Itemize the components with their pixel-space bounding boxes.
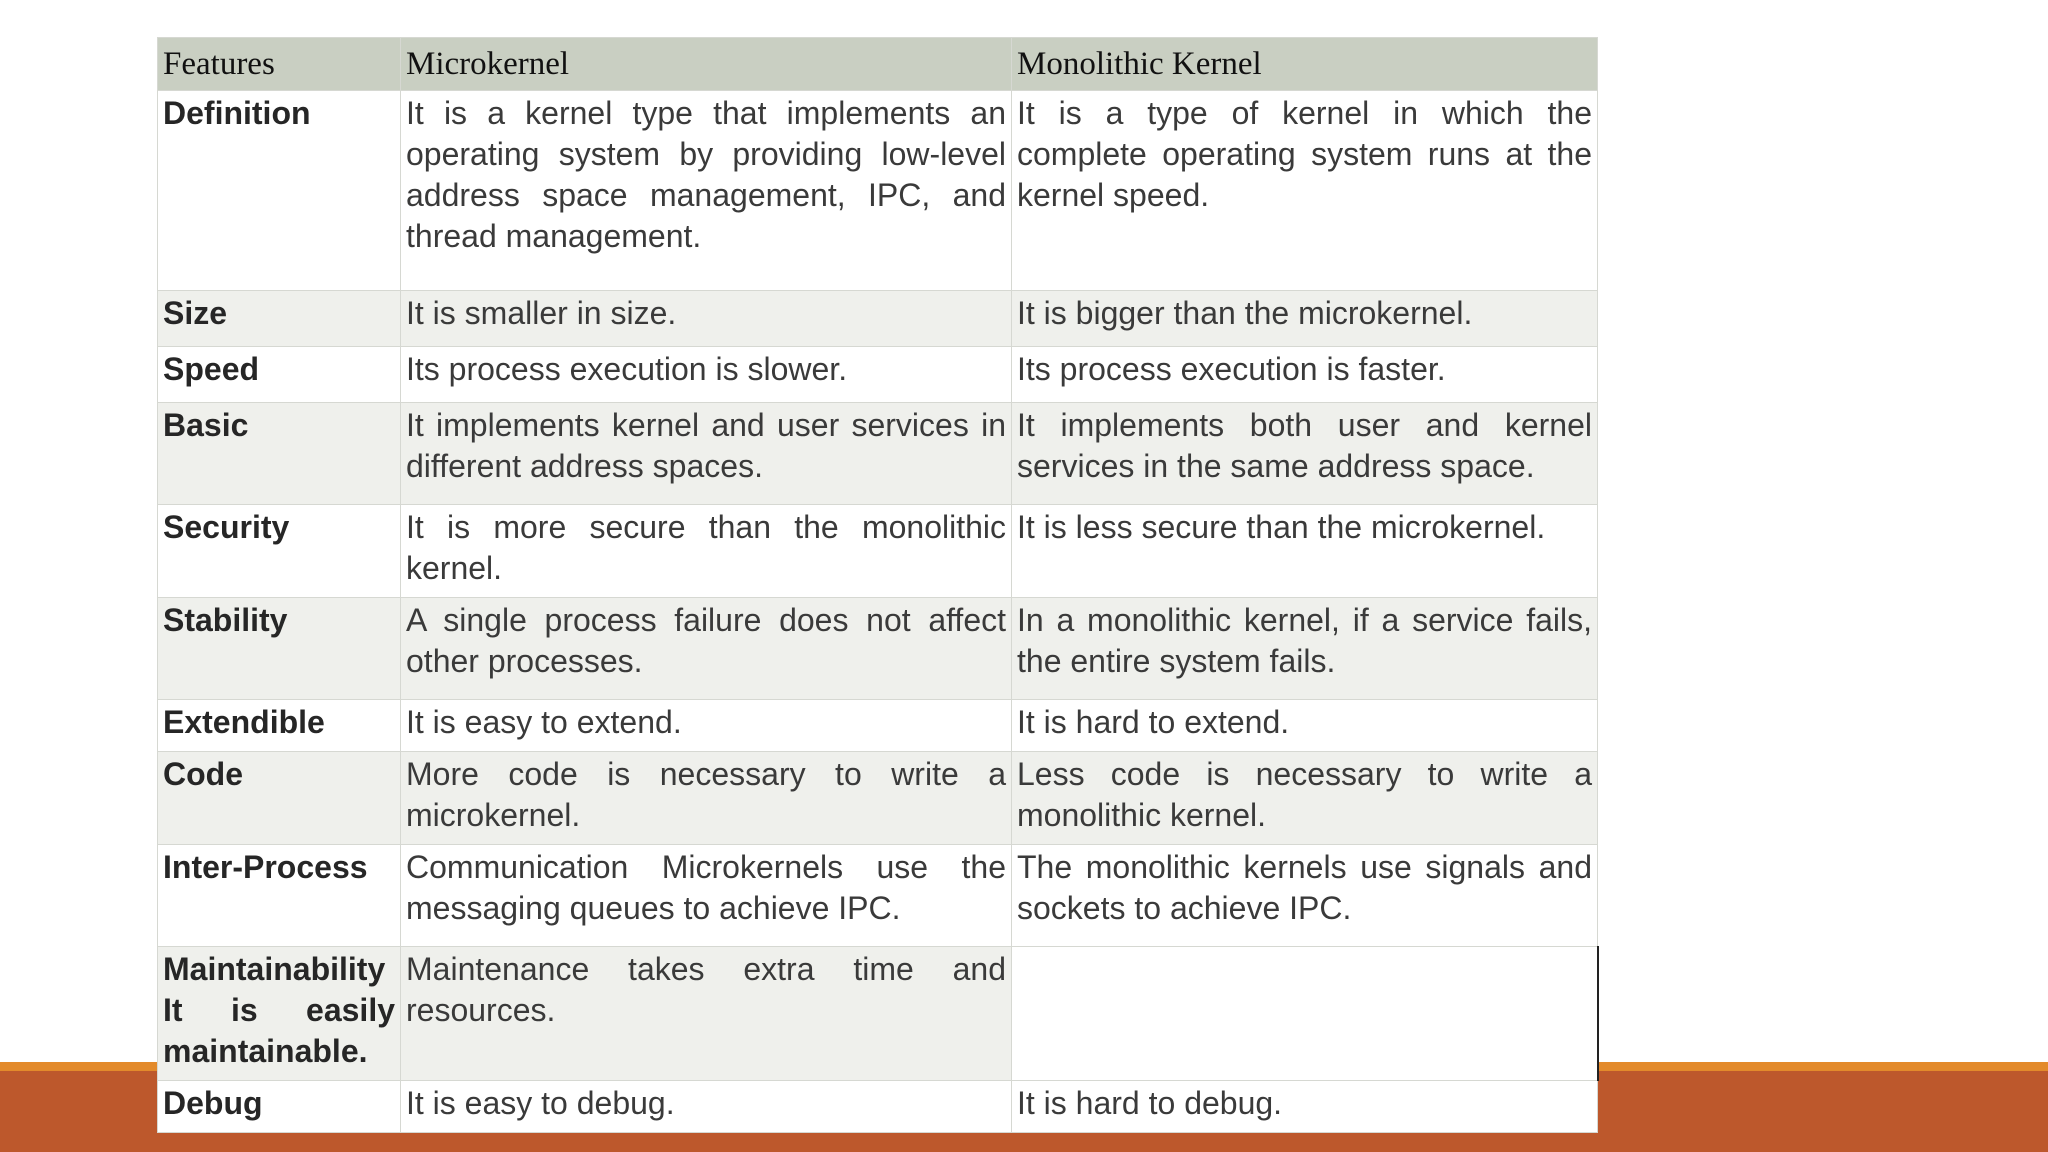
- header-row: [158, 38, 1598, 91]
- monolithic-cell: [1012, 947, 1598, 1081]
- microkernel-cell: A single process failure does not affect other processes.: [401, 598, 1012, 700]
- header-microkernel: Microkernel: [401, 38, 1012, 91]
- feature-cell: Definition: [158, 91, 401, 291]
- feature-cell: Speed: [158, 347, 401, 403]
- feature-cell: Extendible: [158, 700, 401, 752]
- feature-cell: Basic: [158, 403, 401, 505]
- microkernel-cell: More code is necessary to write a microkernel.: [401, 752, 1012, 845]
- monolithic-cell: It is a type of kernel in which the complete operating system runs at the kernel speed.: [1012, 91, 1598, 291]
- table-row: [158, 845, 1598, 947]
- feature-cell: Stability: [158, 598, 401, 700]
- feature-cell: Debug: [158, 1081, 401, 1133]
- header-features: Features: [158, 38, 401, 91]
- microkernel-cell: It is smaller in size.: [401, 291, 1012, 347]
- microkernel-cell: It is easy to debug.: [401, 1081, 1012, 1133]
- table-row: [158, 403, 1598, 505]
- table-row: [158, 598, 1598, 700]
- header-monolithic-kernel: Monolithic Kernel: [1012, 38, 1598, 91]
- monolithic-cell: Less code is necessary to write a monolithic kernel.: [1012, 752, 1598, 845]
- microkernel-cell: It implements kernel and user services in different address spaces.: [401, 403, 1012, 505]
- table-row: [158, 347, 1598, 403]
- microkernel-cell: It is more secure than the monolithic kernel.: [401, 505, 1012, 598]
- feature-cell: Maintainability It is easily maintainable.: [158, 947, 401, 1081]
- monolithic-cell: It is less secure than the microkernel.: [1012, 505, 1598, 598]
- monolithic-cell: It implements both user and kernel services in the same address space.: [1012, 403, 1598, 505]
- microkernel-cell: Communication Microkernels use the messaging queues to achieve IPC.: [401, 845, 1012, 947]
- table-row: [158, 291, 1598, 347]
- table-row: [158, 752, 1598, 845]
- table-row: [158, 91, 1598, 291]
- monolithic-cell: Its process execution is faster.: [1012, 347, 1598, 403]
- comparison-table: [157, 37, 1599, 1133]
- feature-cell: Code: [158, 752, 401, 845]
- monolithic-cell: It is bigger than the microkernel.: [1012, 291, 1598, 347]
- monolithic-cell: It is hard to debug.: [1012, 1081, 1598, 1133]
- feature-cell: Inter-Process: [158, 845, 401, 947]
- table-row: [158, 1081, 1598, 1133]
- table-row: [158, 947, 1598, 1081]
- microkernel-cell: Its process execution is slower.: [401, 347, 1012, 403]
- microkernel-cell: It is a kernel type that implements an operating system by providing low-level address space management, IPC, and thread management.: [401, 91, 1012, 291]
- monolithic-cell: It is hard to extend.: [1012, 700, 1598, 752]
- table-row: [158, 700, 1598, 752]
- monolithic-cell: The monolithic kernels use signals and sockets to achieve IPC.: [1012, 845, 1598, 947]
- table-row: [158, 505, 1598, 598]
- monolithic-cell: In a monolithic kernel, if a service fails, the entire system fails.: [1012, 598, 1598, 700]
- microkernel-cell: Maintenance takes extra time and resources.: [401, 947, 1012, 1081]
- microkernel-cell: It is easy to extend.: [401, 700, 1012, 752]
- feature-cell: Security: [158, 505, 401, 598]
- feature-cell: Size: [158, 291, 401, 347]
